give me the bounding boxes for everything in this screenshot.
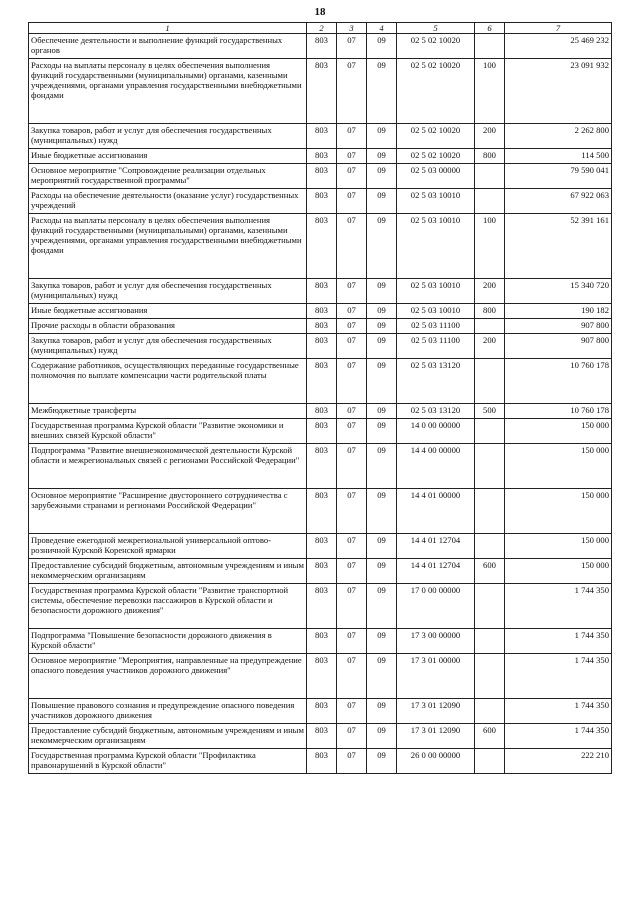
cell-target: 02 5 03 13120 xyxy=(397,359,475,404)
table-row xyxy=(29,629,612,654)
cell-subsection: 09 xyxy=(367,359,397,404)
cell-amount: 2 262 800 xyxy=(505,124,612,149)
col-header-amount: 7 xyxy=(505,23,612,34)
cell-section: 07 xyxy=(337,629,367,654)
cell-ministry: 803 xyxy=(307,724,337,749)
cell-subsection: 09 xyxy=(367,724,397,749)
cell-name: Основное мероприятие "Мероприятия, направленные на предупреждение опасного поведения участников дорожного движения" xyxy=(29,654,307,699)
table-row xyxy=(29,59,612,124)
cell-section: 07 xyxy=(337,334,367,359)
cell-amount: 907 800 xyxy=(505,334,612,359)
cell-target: 02 5 02 10020 xyxy=(397,34,475,59)
cell-target: 14 4 01 12704 xyxy=(397,559,475,584)
cell-ministry: 803 xyxy=(307,189,337,214)
table-row xyxy=(29,334,612,359)
col-header-ministry: 2 xyxy=(307,23,337,34)
cell-ministry: 803 xyxy=(307,214,337,279)
cell-target: 17 3 01 00000 xyxy=(397,654,475,699)
cell-expense-type xyxy=(475,359,505,404)
cell-expense-type: 100 xyxy=(475,59,505,124)
cell-target: 17 0 00 00000 xyxy=(397,584,475,629)
cell-name: Иные бюджетные ассигнования xyxy=(29,149,307,164)
cell-name: Иные бюджетные ассигнования xyxy=(29,304,307,319)
cell-ministry: 803 xyxy=(307,319,337,334)
cell-name: Расходы на выплаты персоналу в целях обеспечения выполнения функций государственными (муниципальными) органами, казенными учреждениями, органами управления государственными внебюджетными фондами xyxy=(29,59,307,124)
cell-ministry: 803 xyxy=(307,359,337,404)
cell-section: 07 xyxy=(337,319,367,334)
cell-ministry: 803 xyxy=(307,304,337,319)
cell-section: 07 xyxy=(337,699,367,724)
cell-amount: 1 744 350 xyxy=(505,724,612,749)
cell-section: 07 xyxy=(337,304,367,319)
cell-target: 26 0 00 00000 xyxy=(397,749,475,774)
table-row xyxy=(29,124,612,149)
cell-subsection: 09 xyxy=(367,334,397,359)
cell-expense-type xyxy=(475,584,505,629)
table-row xyxy=(29,749,612,774)
cell-section: 07 xyxy=(337,359,367,404)
cell-subsection: 09 xyxy=(367,654,397,699)
cell-target: 02 5 02 10020 xyxy=(397,124,475,149)
cell-subsection: 09 xyxy=(367,584,397,629)
table-row xyxy=(29,214,612,279)
cell-expense-type: 200 xyxy=(475,334,505,359)
cell-section: 07 xyxy=(337,559,367,584)
cell-target: 02 5 03 00000 xyxy=(397,164,475,189)
cell-expense-type xyxy=(475,749,505,774)
cell-subsection: 09 xyxy=(367,534,397,559)
col-header-target: 5 xyxy=(397,23,475,34)
table-row xyxy=(29,699,612,724)
cell-subsection: 09 xyxy=(367,149,397,164)
cell-subsection: 09 xyxy=(367,214,397,279)
cell-name: Государственная программа Курской области "Развитие экономики и внешних связей Курской области" xyxy=(29,419,307,444)
cell-target: 14 4 01 00000 xyxy=(397,489,475,534)
cell-subsection: 09 xyxy=(367,444,397,489)
cell-expense-type xyxy=(475,444,505,489)
cell-expense-type: 800 xyxy=(475,304,505,319)
cell-subsection: 09 xyxy=(367,699,397,724)
cell-target: 02 5 03 10010 xyxy=(397,189,475,214)
table-row xyxy=(29,319,612,334)
cell-target: 17 3 01 12090 xyxy=(397,724,475,749)
cell-expense-type xyxy=(475,189,505,214)
cell-expense-type: 200 xyxy=(475,124,505,149)
cell-amount: 25 469 232 xyxy=(505,34,612,59)
cell-expense-type xyxy=(475,534,505,559)
cell-amount: 1 744 350 xyxy=(505,699,612,724)
page-number: 18 xyxy=(314,6,326,18)
cell-subsection: 09 xyxy=(367,59,397,124)
cell-subsection: 09 xyxy=(367,164,397,189)
cell-target: 02 5 03 11100 xyxy=(397,334,475,359)
cell-expense-type xyxy=(475,489,505,534)
cell-subsection: 09 xyxy=(367,34,397,59)
cell-amount: 1 744 350 xyxy=(505,629,612,654)
cell-section: 07 xyxy=(337,724,367,749)
cell-name: Предоставление субсидий бюджетным, автономным учреждениям и иным некоммерческим организациям xyxy=(29,559,307,584)
cell-expense-type: 200 xyxy=(475,279,505,304)
table-row xyxy=(29,164,612,189)
cell-target: 02 5 03 11100 xyxy=(397,319,475,334)
cell-expense-type xyxy=(475,629,505,654)
cell-amount: 1 744 350 xyxy=(505,654,612,699)
cell-name: Предоставление субсидий бюджетным, автономным учреждениям и иным некоммерческим организациям xyxy=(29,724,307,749)
table-row xyxy=(29,584,612,629)
cell-name: Подпрограмма "Повышение безопасности дорожного движения в Курской области" xyxy=(29,629,307,654)
table-body xyxy=(29,34,612,774)
cell-expense-type xyxy=(475,699,505,724)
cell-amount: 15 340 720 xyxy=(505,279,612,304)
cell-ministry: 803 xyxy=(307,34,337,59)
cell-target: 02 5 03 10010 xyxy=(397,214,475,279)
cell-ministry: 803 xyxy=(307,404,337,419)
table-row xyxy=(29,489,612,534)
cell-name: Основное мероприятие "Сопровождение реализации отдельных мероприятий государственной программы" xyxy=(29,164,307,189)
cell-subsection: 09 xyxy=(367,629,397,654)
cell-section: 07 xyxy=(337,34,367,59)
cell-amount: 79 590 041 xyxy=(505,164,612,189)
budget-table xyxy=(28,22,612,774)
cell-ministry: 803 xyxy=(307,59,337,124)
col-header-name: 1 xyxy=(29,23,307,34)
cell-section: 07 xyxy=(337,124,367,149)
cell-amount: 150 000 xyxy=(505,419,612,444)
cell-ministry: 803 xyxy=(307,164,337,189)
cell-expense-type xyxy=(475,164,505,189)
cell-amount: 114 500 xyxy=(505,149,612,164)
cell-name: Основное мероприятие "Расширение двустороннего сотрудничества с зарубежными странами и регионами Российской Федерации" xyxy=(29,489,307,534)
cell-amount: 52 391 161 xyxy=(505,214,612,279)
cell-amount: 907 800 xyxy=(505,319,612,334)
cell-name: Повышение правового сознания и предупреждение опасного поведения участников дорожного движения xyxy=(29,699,307,724)
col-header-section: 3 xyxy=(337,23,367,34)
table-row xyxy=(29,534,612,559)
table-row xyxy=(29,279,612,304)
cell-ministry: 803 xyxy=(307,149,337,164)
cell-ministry: 803 xyxy=(307,124,337,149)
cell-expense-type xyxy=(475,654,505,699)
cell-amount: 67 922 063 xyxy=(505,189,612,214)
cell-target: 02 5 03 10010 xyxy=(397,279,475,304)
cell-section: 07 xyxy=(337,149,367,164)
cell-section: 07 xyxy=(337,59,367,124)
cell-name: Расходы на обеспечение деятельности (оказание услуг) государственных учреждений xyxy=(29,189,307,214)
cell-name: Межбюджетные трансферты xyxy=(29,404,307,419)
cell-ministry: 803 xyxy=(307,444,337,489)
cell-subsection: 09 xyxy=(367,319,397,334)
cell-amount: 10 760 178 xyxy=(505,404,612,419)
cell-section: 07 xyxy=(337,534,367,559)
cell-expense-type: 600 xyxy=(475,559,505,584)
cell-target: 02 5 03 13120 xyxy=(397,404,475,419)
col-header-expense-type: 6 xyxy=(475,23,505,34)
cell-target: 17 3 00 00000 xyxy=(397,629,475,654)
cell-subsection: 09 xyxy=(367,489,397,534)
table-row xyxy=(29,149,612,164)
cell-target: 14 0 00 00000 xyxy=(397,419,475,444)
cell-name: Закупка товаров, работ и услуг для обеспечения государственных (муниципальных) нужд xyxy=(29,279,307,304)
cell-expense-type: 600 xyxy=(475,724,505,749)
cell-ministry: 803 xyxy=(307,654,337,699)
cell-name: Расходы на выплаты персоналу в целях обеспечения выполнения функций государственными (муниципальными) органами, казенными учреждениями, органами управления государственными внебюджетными фондами xyxy=(29,214,307,279)
cell-ministry: 803 xyxy=(307,559,337,584)
table-row xyxy=(29,654,612,699)
cell-name: Проведение ежегодной межрегиональной универсальной оптово-розничной Курской Коренской ярмарки xyxy=(29,534,307,559)
cell-target: 02 5 02 10020 xyxy=(397,149,475,164)
cell-ministry: 803 xyxy=(307,699,337,724)
cell-name: Подпрограмма "Развитие внешнеэкономической деятельности Курской области и межрегиональных связей с регионами Российской Федерации" xyxy=(29,444,307,489)
cell-section: 07 xyxy=(337,749,367,774)
cell-expense-type xyxy=(475,34,505,59)
cell-section: 07 xyxy=(337,404,367,419)
cell-section: 07 xyxy=(337,189,367,214)
cell-name: Обеспечение деятельности и выполнение функций государственных органов xyxy=(29,34,307,59)
cell-ministry: 803 xyxy=(307,584,337,629)
table-row xyxy=(29,404,612,419)
cell-subsection: 09 xyxy=(367,419,397,444)
cell-ministry: 803 xyxy=(307,334,337,359)
cell-target: 14 4 01 12704 xyxy=(397,534,475,559)
cell-amount: 150 000 xyxy=(505,559,612,584)
cell-subsection: 09 xyxy=(367,749,397,774)
cell-amount: 1 744 350 xyxy=(505,584,612,629)
cell-target: 17 3 01 12090 xyxy=(397,699,475,724)
cell-subsection: 09 xyxy=(367,189,397,214)
cell-name: Государственная программа Курской области "Профилактика правонарушений в Курской области" xyxy=(29,749,307,774)
cell-name: Прочие расходы в области образования xyxy=(29,319,307,334)
cell-subsection: 09 xyxy=(367,304,397,319)
cell-expense-type: 100 xyxy=(475,214,505,279)
table-row xyxy=(29,419,612,444)
cell-section: 07 xyxy=(337,214,367,279)
cell-section: 07 xyxy=(337,654,367,699)
cell-ministry: 803 xyxy=(307,534,337,559)
cell-ministry: 803 xyxy=(307,279,337,304)
table-row xyxy=(29,189,612,214)
cell-target: 02 5 02 10020 xyxy=(397,59,475,124)
cell-amount: 150 000 xyxy=(505,444,612,489)
cell-name: Закупка товаров, работ и услуг для обеспечения государственных (муниципальных) нужд xyxy=(29,124,307,149)
cell-target: 14 4 00 00000 xyxy=(397,444,475,489)
cell-ministry: 803 xyxy=(307,489,337,534)
cell-ministry: 803 xyxy=(307,629,337,654)
cell-amount: 150 000 xyxy=(505,534,612,559)
cell-amount: 10 760 178 xyxy=(505,359,612,404)
cell-expense-type xyxy=(475,419,505,444)
cell-section: 07 xyxy=(337,419,367,444)
table-row xyxy=(29,304,612,319)
cell-ministry: 803 xyxy=(307,749,337,774)
cell-subsection: 09 xyxy=(367,279,397,304)
cell-section: 07 xyxy=(337,279,367,304)
table-row xyxy=(29,559,612,584)
cell-ministry: 803 xyxy=(307,419,337,444)
cell-name: Закупка товаров, работ и услуг для обеспечения государственных (муниципальных) нужд xyxy=(29,334,307,359)
cell-subsection: 09 xyxy=(367,559,397,584)
cell-section: 07 xyxy=(337,489,367,534)
cell-section: 07 xyxy=(337,164,367,189)
table-row xyxy=(29,34,612,59)
cell-expense-type xyxy=(475,319,505,334)
table-row xyxy=(29,444,612,489)
cell-subsection: 09 xyxy=(367,124,397,149)
cell-subsection: 09 xyxy=(367,404,397,419)
table-row xyxy=(29,359,612,404)
cell-expense-type: 800 xyxy=(475,149,505,164)
cell-amount: 23 091 932 xyxy=(505,59,612,124)
cell-name: Содержание работников, осуществляющих переданные государственные полномочия по выплате компенсации части родительской платы xyxy=(29,359,307,404)
header-row xyxy=(29,23,612,34)
cell-target: 02 5 03 10010 xyxy=(397,304,475,319)
cell-amount: 190 182 xyxy=(505,304,612,319)
cell-section: 07 xyxy=(337,444,367,489)
cell-name: Государственная программа Курской области "Развитие транспортной системы, обеспечение перевозки пассажиров в Курской области и безопасности дорожного движения" xyxy=(29,584,307,629)
cell-amount: 222 210 xyxy=(505,749,612,774)
col-header-subsection: 4 xyxy=(367,23,397,34)
table-row xyxy=(29,724,612,749)
cell-expense-type: 500 xyxy=(475,404,505,419)
cell-amount: 150 000 xyxy=(505,489,612,534)
cell-section: 07 xyxy=(337,584,367,629)
